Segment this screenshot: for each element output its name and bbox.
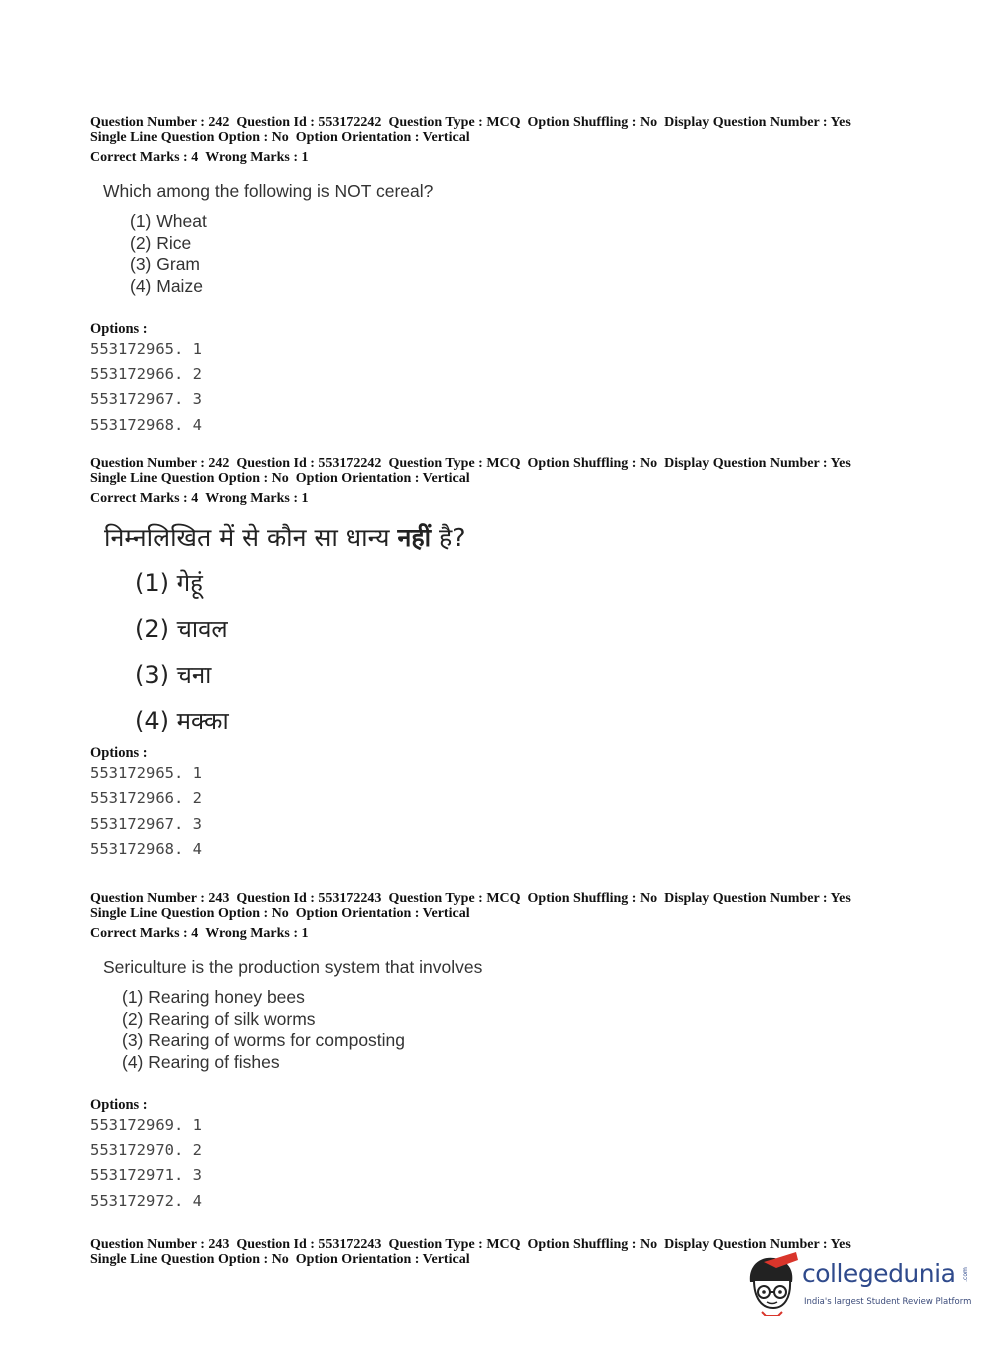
- choice-item: (3) चना: [135, 661, 212, 689]
- option-id-item: 553172967. 3: [90, 390, 202, 409]
- marks-line: [90, 491, 970, 506]
- option-id-item: 553172966. 2: [90, 365, 202, 384]
- choice-item: (2) चावल: [135, 615, 228, 643]
- option-orientation: Option Orientation : Vertical: [295, 906, 470, 921]
- marks-line: [90, 150, 970, 165]
- single-line-option: Single Line Question Option : No: [90, 1252, 289, 1267]
- logo-suffix: .com: [961, 1267, 969, 1282]
- option-id-item: 553172965. 1: [90, 339, 202, 358]
- question-text-hindi: [104, 520, 970, 554]
- question-meta-line-1: [90, 891, 970, 906]
- option-id-item: 553172965. 1: [90, 764, 202, 782]
- collegedunia-logo: [742, 1252, 974, 1322]
- choice-list: [130, 211, 970, 298]
- question-meta-line-1: [90, 115, 970, 130]
- options-label: Options :: [90, 745, 148, 761]
- wrong-marks: Wrong Marks : 1: [205, 491, 309, 506]
- single-line-option: Single Line Question Option : No: [90, 906, 289, 921]
- option-id-list: [90, 337, 970, 438]
- mascot-icon: [742, 1252, 802, 1316]
- option-id-item: 553172966. 2: [90, 789, 202, 808]
- choice-item: (2) Rearing of silk worms: [122, 1008, 316, 1029]
- option-orientation: Option Orientation : Vertical: [295, 471, 470, 486]
- option-id-item: 553172969. 1: [90, 1115, 202, 1134]
- option-id-item: 553172967. 3: [90, 814, 202, 833]
- option-id-item: 553172971. 3: [90, 1166, 202, 1185]
- option-orientation: Option Orientation : Vertical: [295, 1252, 470, 1267]
- choice-item: (4) Rearing of fishes: [122, 1052, 280, 1073]
- question-id: Question Id : 553172243: [236, 1237, 382, 1252]
- question-type: Question Type : MCQ: [388, 1237, 521, 1252]
- choice-list: [135, 560, 970, 744]
- options-label: Options :: [90, 1096, 148, 1113]
- option-id-item: 553172968. 4: [90, 415, 202, 434]
- question-type: Question Type : MCQ: [388, 115, 521, 130]
- question-type: Question Type : MCQ: [388, 891, 521, 906]
- single-line-option: Single Line Question Option : No: [90, 130, 289, 145]
- option-id-list: [90, 761, 970, 862]
- question-number: Question Number : 242: [90, 456, 230, 471]
- option-id-item: 553172972. 4: [90, 1191, 202, 1210]
- question-block-243-en: [90, 891, 970, 1214]
- question-text: Which among the following is NOT cereal?: [103, 181, 434, 201]
- question-id: Question Id : 553172242: [236, 115, 382, 130]
- display-question-number: Display Question Number : Yes: [664, 115, 851, 130]
- wrong-marks: Wrong Marks : 1: [205, 150, 309, 165]
- question-block-242-en: [90, 115, 970, 438]
- correct-marks: Correct Marks : 4: [90, 926, 199, 941]
- choice-item: (4) Maize: [130, 276, 203, 297]
- choice-item: (3) Rearing of worms for composting: [122, 1030, 406, 1051]
- question-number: Question Number : 243: [90, 1237, 230, 1252]
- display-question-number: Display Question Number : Yes: [664, 1237, 851, 1252]
- single-line-option: Single Line Question Option : No: [90, 471, 289, 486]
- question-meta-line-1: [90, 1237, 970, 1252]
- logo-wordmark: collegedunia: [802, 1259, 956, 1288]
- question-id: Question Id : 553172243: [236, 891, 382, 906]
- choice-item: (1) Wheat: [130, 211, 207, 231]
- question-meta-line-2: [90, 906, 970, 921]
- question-text-part: है?: [431, 523, 466, 552]
- question-type: Question Type : MCQ: [388, 456, 521, 471]
- option-shuffling: Option Shuffling : No: [527, 456, 658, 471]
- question-emphasis: नहीं: [397, 523, 432, 552]
- correct-marks: Correct Marks : 4: [90, 150, 199, 165]
- question-text: Sericulture is the production system that involves: [103, 957, 483, 977]
- question-id: Question Id : 553172242: [236, 456, 382, 471]
- question-meta-line-2: [90, 130, 970, 145]
- option-id-list: [90, 1113, 970, 1214]
- logo-tagline: India's largest Student Review Platform: [804, 1297, 972, 1307]
- choice-item: (3) Gram: [130, 254, 200, 275]
- option-id-item: 553172970. 2: [90, 1141, 202, 1160]
- choice-item: (2) Rice: [130, 232, 192, 253]
- question-number: Question Number : 242: [90, 115, 230, 130]
- display-question-number: Display Question Number : Yes: [664, 891, 851, 906]
- wrong-marks: Wrong Marks : 1: [205, 926, 309, 941]
- choice-item: (4) मक्का: [135, 707, 229, 735]
- question-meta-line-2: [90, 471, 970, 486]
- option-orientation: Option Orientation : Vertical: [295, 130, 470, 145]
- marks-line: [90, 926, 970, 941]
- choice-item: (1) Rearing honey bees: [122, 987, 305, 1007]
- option-shuffling: Option Shuffling : No: [527, 115, 658, 130]
- question-block-242-hi: [90, 456, 970, 862]
- display-question-number: Display Question Number : Yes: [664, 456, 851, 471]
- correct-marks: Correct Marks : 4: [90, 491, 199, 506]
- question-meta-line-1: [90, 456, 970, 471]
- options-label: Options :: [90, 320, 148, 337]
- choice-item: (1) गेहूं: [135, 569, 203, 597]
- option-shuffling: Option Shuffling : No: [527, 1237, 658, 1252]
- option-id-item: 553172968. 4: [90, 839, 202, 858]
- option-shuffling: Option Shuffling : No: [527, 891, 658, 906]
- choice-list: [122, 987, 970, 1074]
- question-number: Question Number : 243: [90, 891, 230, 906]
- question-text-part: निम्नलिखित में से कौन सा धान्य: [104, 523, 398, 552]
